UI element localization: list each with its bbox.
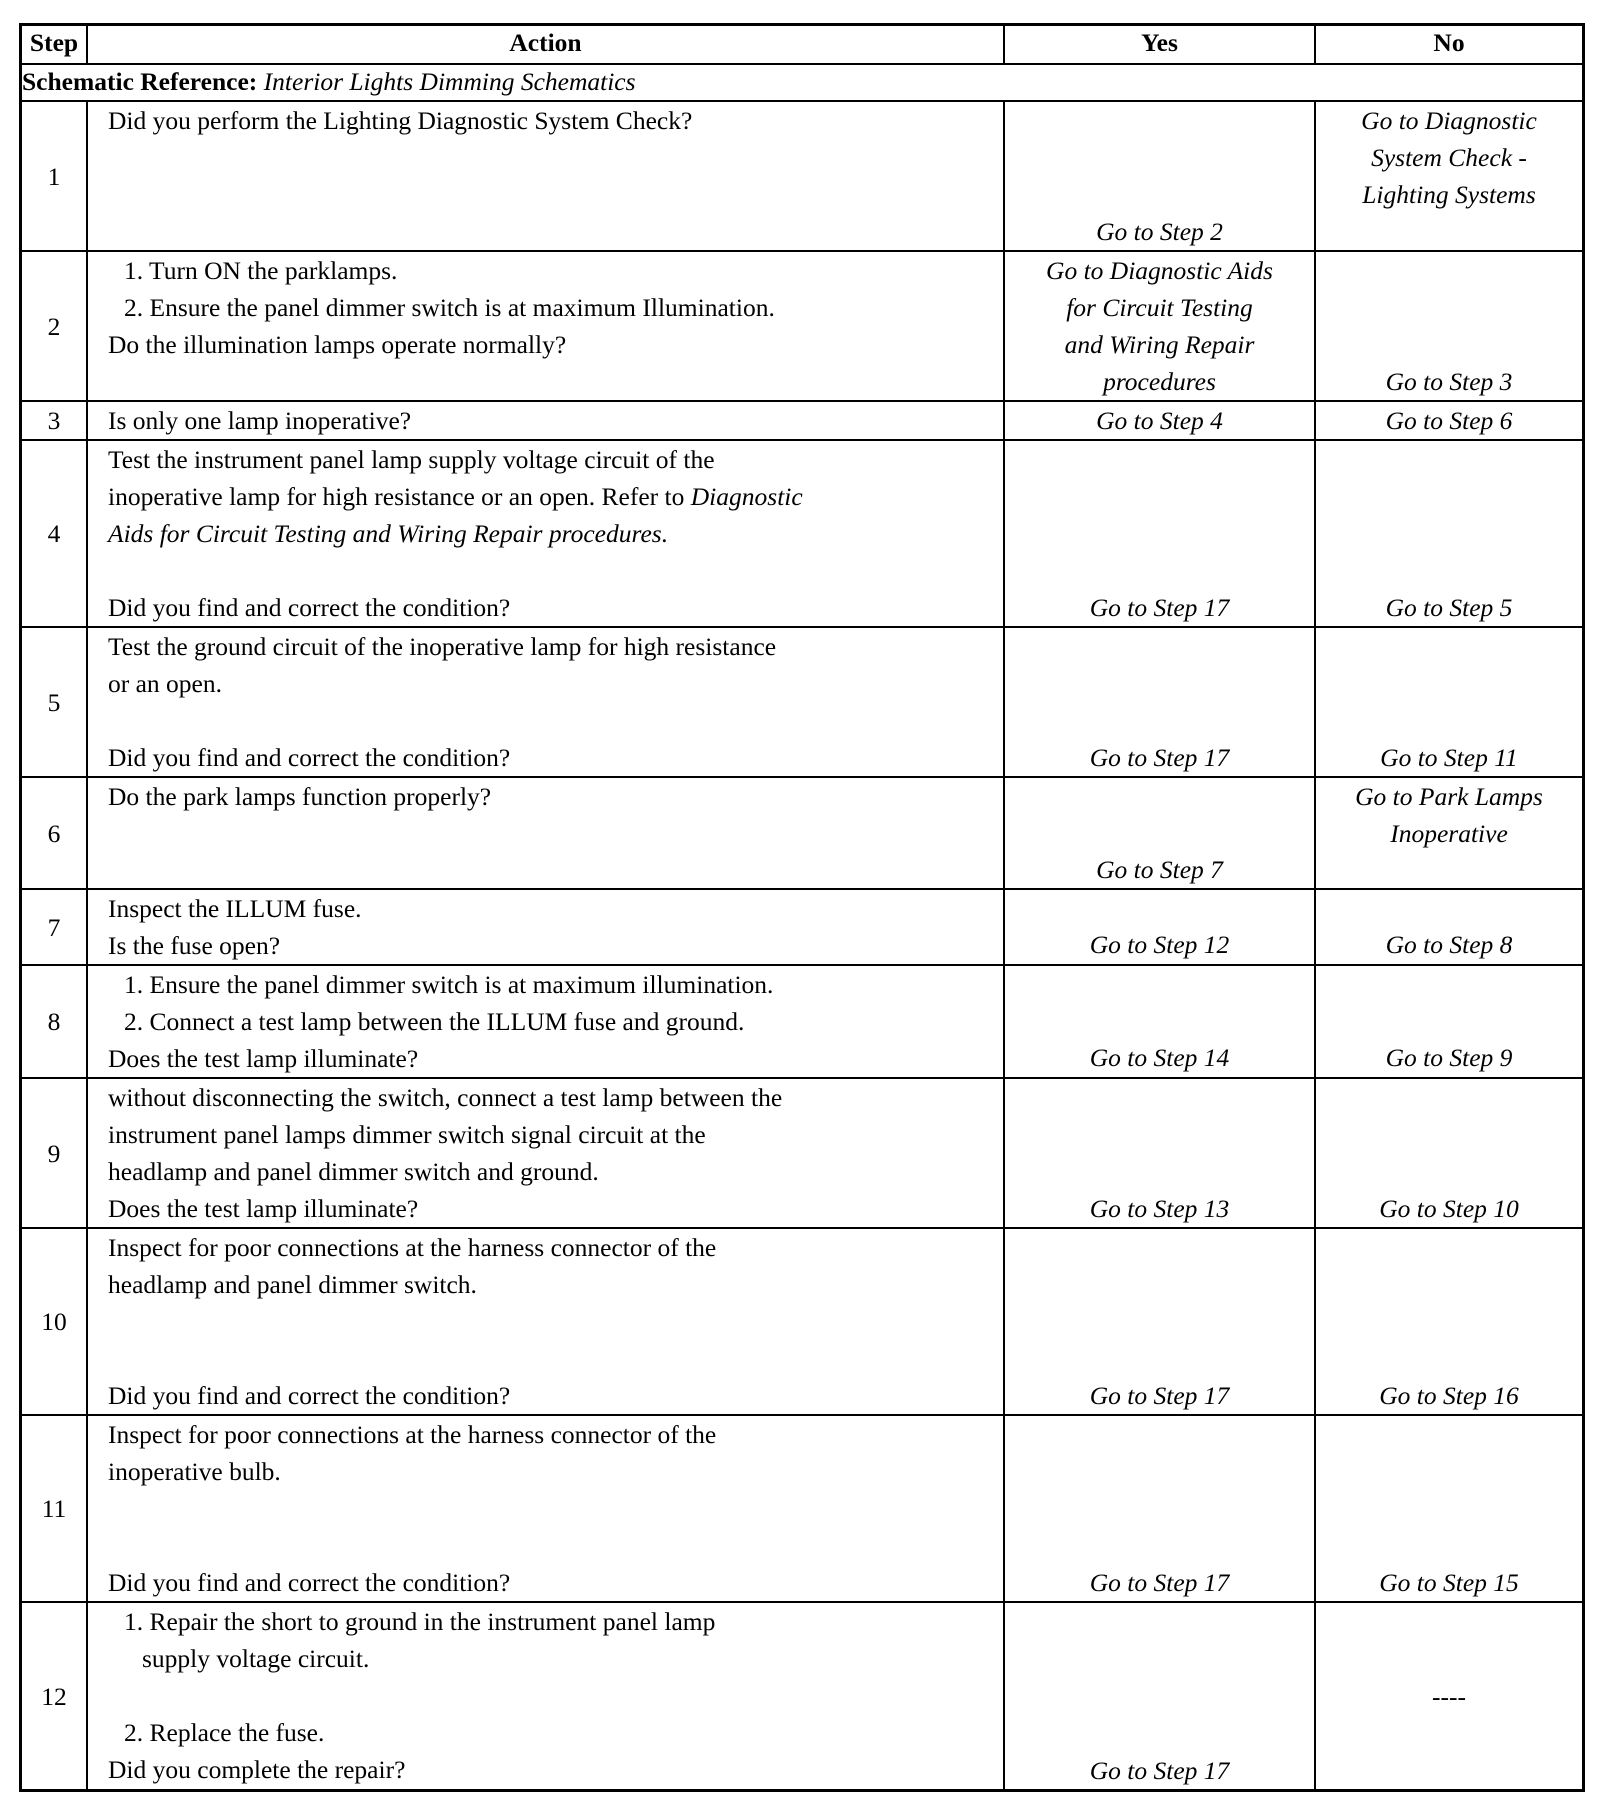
- no-cell: [1315, 1602, 1583, 1790]
- step-number: 2: [21, 251, 87, 401]
- action-line: Inspect for poor connections at the harness connector of the: [108, 1233, 717, 1262]
- yes-cell: [1004, 1602, 1315, 1790]
- action-reference: Diagnostic: [690, 482, 803, 511]
- table-row: [21, 1602, 1583, 1790]
- header-action: Action: [87, 25, 1004, 64]
- action-cell: [87, 889, 1004, 965]
- action-cell: [87, 1078, 1004, 1228]
- yes-line: Go to Step 4: [1096, 406, 1223, 435]
- table-row: [21, 251, 1583, 401]
- yes-line: and Wiring Repair: [1064, 330, 1255, 359]
- yes-cell: [1004, 251, 1315, 401]
- action-line: headlamp and panel dimmer switch and ground.: [108, 1157, 599, 1186]
- action-cell: [87, 401, 1004, 440]
- action-line: without disconnecting the switch, connect a test lamp between the: [108, 1083, 783, 1112]
- header-yes: Yes: [1004, 25, 1315, 64]
- action-line: 1. Turn ON the parklamps.: [124, 256, 398, 285]
- table-row: [21, 965, 1583, 1078]
- no-cell: [1315, 101, 1583, 251]
- yes-cell: [1004, 101, 1315, 251]
- no-line: Go to Diagnostic: [1361, 106, 1537, 135]
- no-line: Go to Step 9: [1385, 1043, 1513, 1072]
- yes-cell: [1004, 1415, 1315, 1602]
- no-line: Go to Step 8: [1385, 930, 1513, 959]
- table-row: [21, 1228, 1583, 1415]
- no-cell: [1315, 1228, 1583, 1415]
- no-line: Go to Park Lamps: [1355, 782, 1543, 811]
- action-question: Did you find and correct the condition?: [108, 1568, 511, 1597]
- action-reference: Aids for Circuit Testing and Wiring Repair procedures.: [108, 519, 669, 548]
- no-line: System Check -: [1371, 143, 1527, 172]
- action-cell: [87, 251, 1004, 401]
- action-cell: [87, 1228, 1004, 1415]
- step-number: 12: [21, 1602, 87, 1790]
- no-line: ----: [1432, 1681, 1466, 1711]
- yes-line: Go to Step 17: [1089, 1756, 1230, 1785]
- action-cell: [87, 440, 1004, 627]
- table-row: [21, 889, 1583, 965]
- no-line: Go to Step 6: [1385, 406, 1513, 435]
- yes-line: Go to Step 17: [1089, 743, 1230, 772]
- action-line: Does the test lamp illuminate?: [108, 1194, 419, 1223]
- no-line: Go to Step 10: [1379, 1194, 1519, 1223]
- step-number: 4: [21, 440, 87, 627]
- yes-line: Go to Step 12: [1089, 930, 1230, 959]
- table-row: [21, 777, 1583, 889]
- step-number: 8: [21, 965, 87, 1078]
- yes-cell: [1004, 889, 1315, 965]
- yes-cell: [1004, 1078, 1315, 1228]
- step-number: 7: [21, 889, 87, 965]
- action-line: Do the illumination lamps operate normally?: [108, 330, 567, 359]
- action-line: Is only one lamp inoperative?: [108, 406, 412, 435]
- no-line: Lighting Systems: [1362, 180, 1536, 209]
- no-cell: [1315, 777, 1583, 889]
- yes-line: Go to Step 14: [1089, 1043, 1230, 1072]
- header-step: Step: [21, 25, 87, 64]
- action-line: [108, 478, 997, 515]
- yes-cell: [1004, 627, 1315, 777]
- action-cell: [87, 1415, 1004, 1602]
- no-cell: [1315, 440, 1583, 627]
- schematic-reference-row: [21, 64, 1583, 101]
- table-row: [21, 101, 1583, 251]
- action-line: Test the ground circuit of the inoperative lamp for high resistance: [108, 632, 777, 661]
- action-cell: [87, 1602, 1004, 1790]
- action-spacer: [108, 1677, 997, 1714]
- yes-line: for Circuit Testing: [1066, 293, 1253, 322]
- action-line: Did you complete the repair?: [108, 1755, 406, 1784]
- step-number: 6: [21, 777, 87, 889]
- action-text: inoperative lamp for high resistance or an open. Refer to: [108, 482, 691, 511]
- action-line: 1. Ensure the panel dimmer switch is at maximum illumination.: [124, 970, 774, 999]
- table-row: [21, 401, 1583, 440]
- action-line: Does the test lamp illuminate?: [108, 1044, 419, 1073]
- step-number: 5: [21, 627, 87, 777]
- action-line: [108, 515, 997, 552]
- action-cell: [87, 101, 1004, 251]
- action-line: headlamp and panel dimmer switch.: [108, 1270, 477, 1299]
- action-line: Is the fuse open?: [108, 931, 281, 960]
- table-row: [21, 1078, 1583, 1228]
- yes-cell: [1004, 777, 1315, 889]
- step-number: 10: [21, 1228, 87, 1415]
- yes-line: Go to Step 17: [1089, 1381, 1230, 1410]
- action-line: 2. Replace the fuse.: [124, 1718, 325, 1747]
- action-question: Did you find and correct the condition?: [108, 593, 511, 622]
- action-line: Test the instrument panel lamp supply voltage circuit of the: [108, 445, 715, 474]
- header-row: [21, 25, 1583, 64]
- action-line: 2. Ensure the panel dimmer switch is at maximum Illumination.: [124, 293, 775, 322]
- yes-line: Go to Step 7: [1096, 855, 1223, 884]
- yes-cell: [1004, 1228, 1315, 1415]
- schematic-reference-label: Schematic Reference:: [22, 67, 258, 96]
- no-cell: [1315, 401, 1583, 440]
- table-row: [21, 440, 1583, 627]
- yes-cell: [1004, 440, 1315, 627]
- action-question: Did you find and correct the condition?: [108, 1381, 511, 1410]
- no-line: Inoperative: [1390, 819, 1508, 848]
- no-cell: [1315, 1415, 1583, 1602]
- no-line: Go to Step 3: [1385, 367, 1513, 396]
- header-no: No: [1315, 25, 1583, 64]
- action-line: Inspect for poor connections at the harness connector of the: [108, 1420, 717, 1449]
- step-number: 9: [21, 1078, 87, 1228]
- action-cell: [87, 777, 1004, 889]
- yes-line: Go to Step 17: [1089, 1568, 1230, 1597]
- step-number: 11: [21, 1415, 87, 1602]
- table-row: [21, 1415, 1583, 1602]
- yes-line: Go to Step 17: [1089, 593, 1230, 622]
- no-cell: [1315, 889, 1583, 965]
- yes-line: procedures: [1103, 367, 1216, 396]
- action-line: Do the park lamps function properly?: [108, 782, 492, 811]
- diagnostic-table: [20, 24, 1584, 1791]
- table-row: [21, 627, 1583, 777]
- step-number: 3: [21, 401, 87, 440]
- schematic-reference: [21, 64, 1583, 101]
- no-cell: [1315, 1078, 1583, 1228]
- no-cell: [1315, 251, 1583, 401]
- action-question: Did you find and correct the condition?: [108, 743, 511, 772]
- step-number: 1: [21, 101, 87, 251]
- action-line: instrument panel lamps dimmer switch signal circuit at the: [108, 1120, 706, 1149]
- no-cell: [1315, 627, 1583, 777]
- yes-cell: [1004, 965, 1315, 1078]
- no-line: Go to Step 11: [1380, 743, 1518, 772]
- yes-line: Go to Step 2: [1096, 217, 1223, 246]
- action-line: Did you perform the Lighting Diagnostic System Check?: [108, 106, 693, 135]
- no-line: Go to Step 15: [1379, 1568, 1519, 1597]
- action-line: inoperative bulb.: [108, 1457, 281, 1486]
- action-cell: [87, 965, 1004, 1078]
- action-line: or an open.: [108, 669, 223, 698]
- no-cell: [1315, 965, 1583, 1078]
- action-cell: [87, 627, 1004, 777]
- yes-line: Go to Diagnostic Aids: [1046, 256, 1273, 285]
- action-line: supply voltage circuit.: [142, 1644, 370, 1673]
- schematic-reference-value: Interior Lights Dimming Schematics: [263, 67, 636, 96]
- no-line: Go to Step 5: [1385, 593, 1513, 622]
- action-line: 1. Repair the short to ground in the instrument panel lamp: [124, 1607, 716, 1636]
- action-line: Inspect the ILLUM fuse.: [108, 894, 362, 923]
- yes-cell: [1004, 401, 1315, 440]
- no-line: Go to Step 16: [1379, 1381, 1519, 1410]
- action-line: 2. Connect a test lamp between the ILLUM fuse and ground.: [124, 1007, 745, 1036]
- yes-line: Go to Step 13: [1089, 1194, 1230, 1223]
